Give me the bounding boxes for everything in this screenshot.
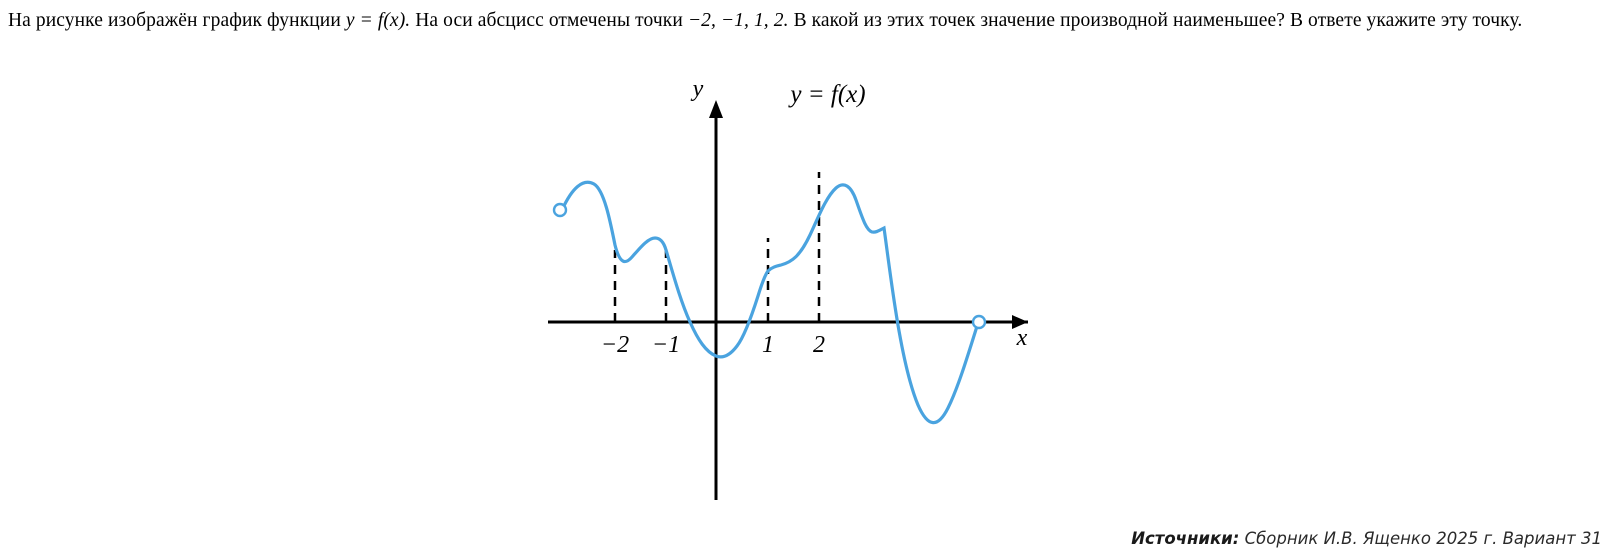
x-tick-label-minus2: −2 — [600, 332, 630, 358]
x-tick-label-minus1: −1 — [651, 332, 681, 358]
x-tick-label-1: 1 — [762, 332, 774, 358]
function-curve — [562, 182, 978, 422]
open-endpoint-right — [973, 316, 985, 328]
function-graph-figure — [0, 60, 1616, 500]
question-part-2: На оси абсцисс отмечены точки — [410, 10, 688, 31]
graph-function-label: y = f(x) — [790, 81, 866, 108]
question-part-1: На рисунке изображён график функции — [8, 10, 346, 31]
question-formula-1: y = f(x). — [345, 10, 411, 31]
x-axis-label: x — [1016, 325, 1028, 351]
question-part-3: В какой из этих точек значение производной наименьшее? В ответе укажите эту точку. — [788, 10, 1523, 31]
question-text — [8, 6, 1608, 35]
graph-svg — [0, 60, 1616, 500]
source-value: Сборник И.В. Ященко 2025 г. Вариант 31 — [1244, 529, 1602, 548]
source-line — [1131, 529, 1602, 548]
open-endpoint-left — [554, 204, 566, 216]
question-points-list: −2, −1, 1, 2. — [687, 10, 789, 31]
y-axis-label: y — [692, 76, 704, 102]
source-label: Источники: — [1131, 529, 1240, 548]
x-tick-label-2: 2 — [813, 332, 825, 358]
y-axis-arrow — [709, 100, 723, 118]
